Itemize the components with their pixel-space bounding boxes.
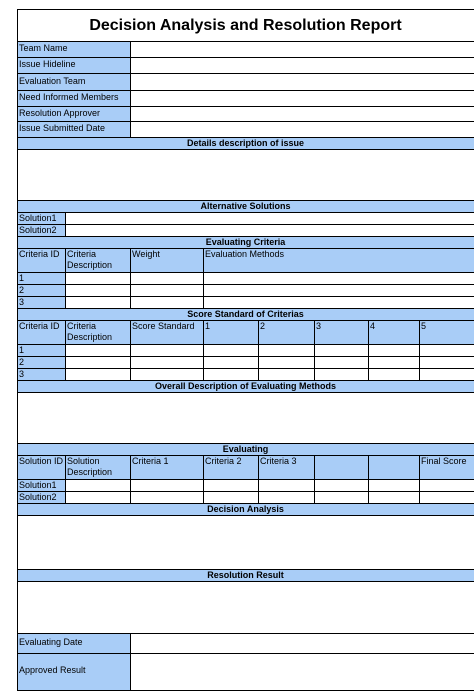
criteria-col-description: Criteria Description xyxy=(67,249,113,270)
eval-row-solution1: Solution1 xyxy=(19,480,57,490)
page-title: Decision Analysis and Resolution Report xyxy=(89,17,402,34)
resolution-title: Resolution Result xyxy=(207,570,284,580)
details-title: Details description of issue xyxy=(186,138,305,148)
overall-title: Overall Description of Evaluating Methods xyxy=(154,381,337,391)
eval-col-criteria-2: Criteria 2 xyxy=(205,456,242,466)
score-col-id: Criteria ID xyxy=(19,321,60,331)
criteria-title: Evaluating Criteria xyxy=(205,237,286,247)
criteria-row-1: 1 xyxy=(19,273,25,283)
score-col-standard: Score Standard xyxy=(132,321,195,331)
field-evaluating-date: Evaluating Date xyxy=(19,637,83,647)
eval-col-solution-description: Solution Description xyxy=(67,456,113,477)
alternatives-title: Alternative Solutions xyxy=(200,201,291,211)
score-col-3: 3 xyxy=(316,321,322,331)
field-issue-submitted-date: Issue Submitted Date xyxy=(19,123,106,133)
score-row-2: 2 xyxy=(19,357,25,367)
eval-col-criteria-3: Criteria 3 xyxy=(260,456,297,466)
evaluating-title: Evaluating xyxy=(222,444,269,454)
eval-col-final-score: Final Score xyxy=(421,456,467,466)
eval-col-criteria-1: Criteria 1 xyxy=(132,456,169,466)
criteria-col-weight: Weight xyxy=(132,249,160,259)
eval-col-solution-id: Solution ID xyxy=(19,456,64,466)
field-approved-result: Approved Result xyxy=(19,665,86,675)
eval-row-solution2: Solution2 xyxy=(19,492,57,502)
alt-solution-1: Solution1 xyxy=(19,213,57,223)
decision-title: Decision Analysis xyxy=(207,504,284,514)
criteria-col-methods: Evaluation Methods xyxy=(205,249,285,259)
criteria-col-id: Criteria ID xyxy=(19,249,60,259)
score-col-1: 1 xyxy=(205,321,211,331)
criteria-row-2: 2 xyxy=(19,285,25,295)
score-col-description: Criteria Description xyxy=(67,321,113,342)
score-col-5: 5 xyxy=(421,321,427,331)
score-row-1: 1 xyxy=(19,345,25,355)
score-col-4: 4 xyxy=(370,321,376,331)
field-need-informed-members: Need Informed Members xyxy=(19,92,119,102)
field-team-name: Team Name xyxy=(19,43,68,53)
field-resolution-approver: Resolution Approver xyxy=(19,108,101,118)
score-row-3: 3 xyxy=(19,369,25,379)
criteria-row-3: 3 xyxy=(19,297,25,307)
score-title: Score Standard of Criterias xyxy=(187,309,304,319)
field-evaluation-team: Evaluation Team xyxy=(19,76,86,86)
field-issue-hideline: Issue Hideline xyxy=(19,59,76,69)
score-col-2: 2 xyxy=(260,321,266,331)
alt-solution-2: Solution2 xyxy=(19,225,57,235)
